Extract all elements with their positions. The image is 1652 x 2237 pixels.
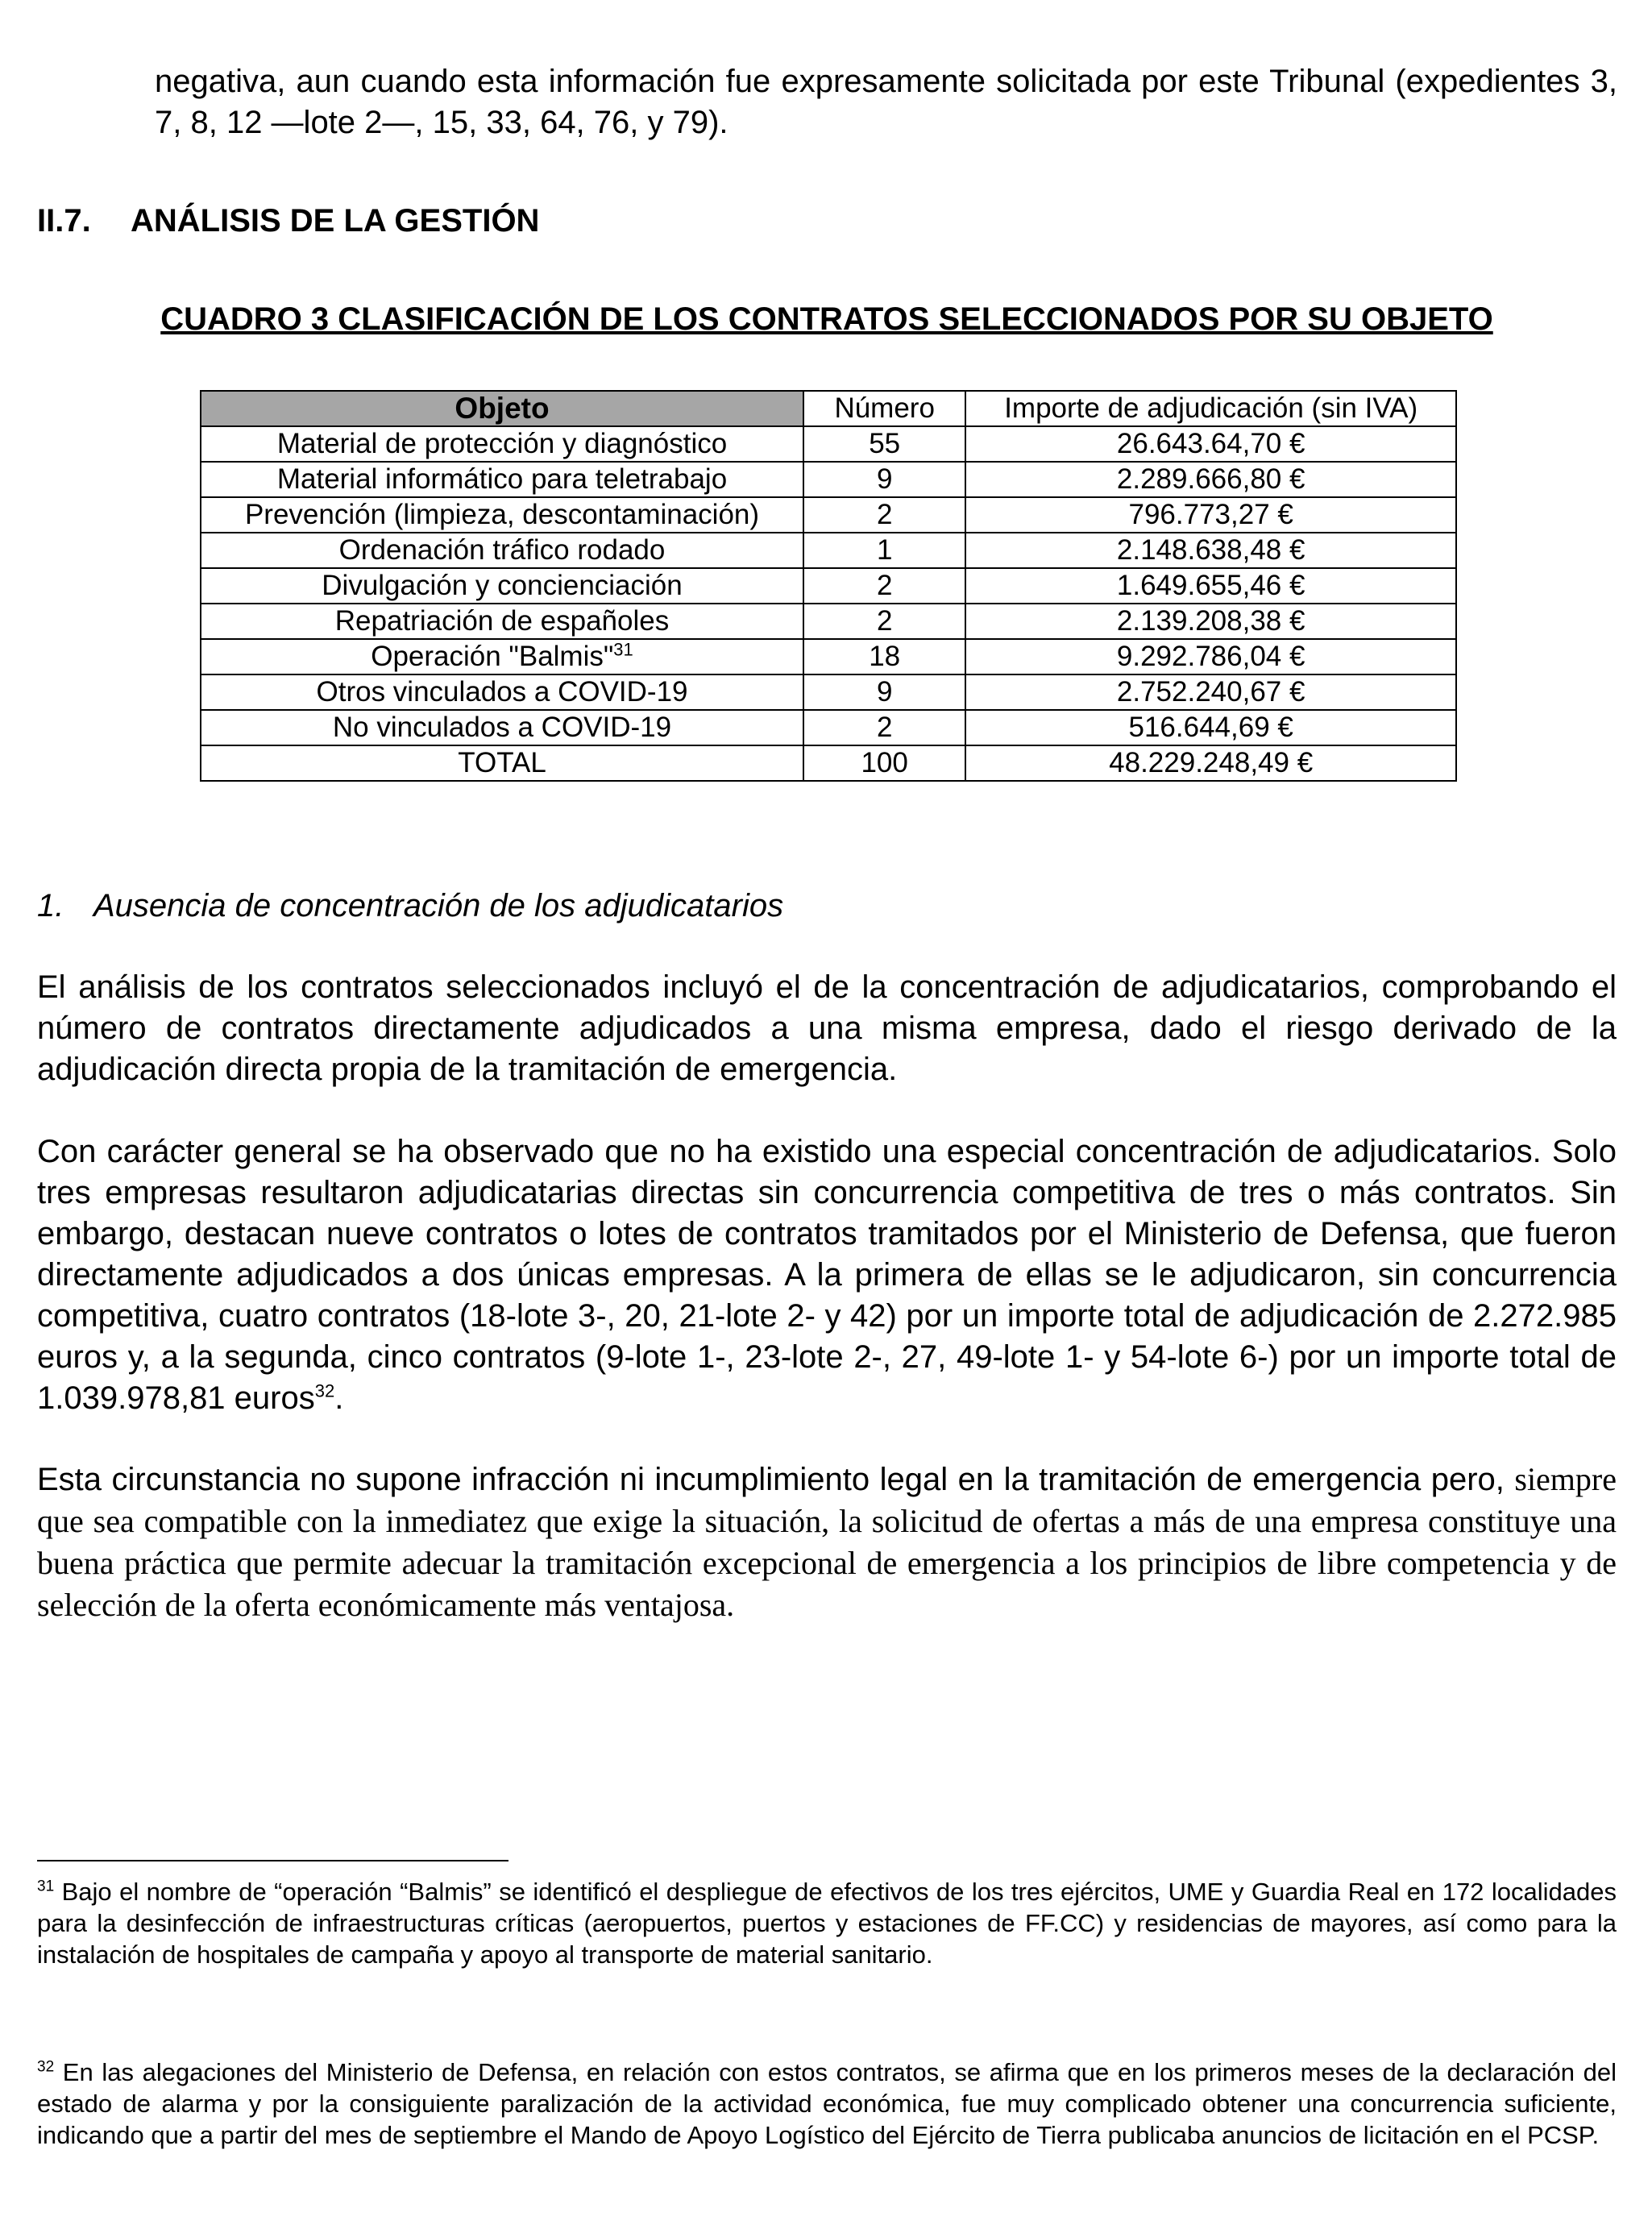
cell-numero: 18 [803,639,965,674]
cell-importe: 2.139.208,38 € [965,604,1456,639]
cell-importe: 2.289.666,80 € [965,462,1456,497]
footnote-number: 32 [37,2058,55,2076]
section-number: II.7. [37,203,91,239]
cell-importe: 9.292.786,04 € [965,639,1456,674]
cell-importe: 26.643.64,70 € [965,426,1456,462]
table-row [201,462,1456,497]
cell-importe: 796.773,27 € [965,497,1456,533]
table-row [201,604,1456,639]
cell-importe: 1.649.655,46 € [965,568,1456,604]
table-row [201,674,1456,710]
cell-numero: 1 [803,533,965,568]
header-importe: Importe de adjudicación (sin IVA) [965,391,1456,426]
footnote-number: 31 [37,1878,55,1895]
subheading-number: 1. [37,888,64,923]
cell-numero: 9 [803,462,965,497]
paragraph-2: Con carácter general se ha observado que no ha existido una especial concentración de adjudicatarios. Solo tres empresas resultaron adjudicatarias directas sin concurrencia competitiva de tres o más contratos. Sin embargo, destacan nueve contratos o lotes de contratos tramitados por el Ministerio de Defensa, que fueron directamente adjudicados a dos únicas empresas. A la primera de ellas se le adjudicaron, sin concurrencia competitiva, cuatro contratos (18-lote 3-, 20, 21-lote 2- y 42) por un importe total de adjudicación de 2.272.985 euros y, a la segunda, cinco contratos (9-lote 1-, 23-lote 2-, 27, 49-lote 1- y 54-lote 6-) por un importe total de 1.039.978,81 euros$^{32}$. [37,1134,1617,1416]
cell-objeto: Material de protección y diagnóstico [201,426,803,462]
header-numero: Número [803,391,965,426]
cell-numero: 2 [803,568,965,604]
cell-objeto: Material informático para teletrabajo [201,462,803,497]
header-objeto: Objeto [201,391,803,426]
cell-objeto: Prevención (limpieza, descontaminación) [201,497,803,533]
cell-objeto: Otros vinculados a COVID-19 [201,674,803,710]
cell-objeto: Operación "Balmis"$^{31}$ [201,639,803,674]
footnote-31 [37,1876,1617,1970]
table-row [201,533,1456,568]
table-row [201,710,1456,745]
cell-objeto: Divulgación y concienciación [201,568,803,604]
cell-numero: 100 [803,745,965,781]
table-title: CUADRO 3 CLASIFICACIÓN DE LOS CONTRATOS SELECCIONADOS POR SU OBJETO [160,301,1493,337]
section-title: ANÁLISIS DE LA GESTIÓN [131,203,540,239]
cell-numero: 2 [803,710,965,745]
table-header-row [201,391,1456,426]
section-heading [37,203,1617,239]
cell-importe: 2.148.638,48 € [965,533,1456,568]
subheading [37,888,1617,924]
cell-importe: 2.752.240,67 € [965,674,1456,710]
paragraph-1: El análisis de los contratos seleccionados incluyó el de la concentración de adjudicatarios, comprobando el número de contratos directamente adjudicados a una misma empresa, dado el riesgo derivado de la adjudicación directa propia de la tramitación de emergencia. [37,969,1617,1087]
table-total-row [201,745,1456,781]
table-row [201,568,1456,604]
footnote-ref-32[interactable]: 32 [314,1380,335,1401]
cell-numero: 2 [803,604,965,639]
cell-objeto: Repatriación de españoles [201,604,803,639]
cell-numero: 9 [803,674,965,710]
footnote-text: En las alegaciones del Ministerio de Defensa, en relación con estos contratos, se afirma que en los primeros meses de la declaración del estado de alarma y por la consiguiente paralización de la actividad económica, fue muy complicado obtener una concurrencia suficiente, indicando que a partir del mes de septiembre el Mando de Apoyo Logístico del Ejército de Tierra publicaba anuncios de licitación en el PCSP. [37,2058,1617,2149]
cell-importe: 48.229.248,49 € [965,745,1456,781]
cell-objeto: No vinculados a COVID-19 [201,710,803,745]
table-row [201,639,1456,674]
cell-numero: 2 [803,497,965,533]
cell-objeto: Ordenación tráfico rodado [201,533,803,568]
subheading-text: Ausencia de concentración de los adjudicatarios [93,888,784,923]
footnote-32 [37,2056,1617,2151]
intro-paragraph: negativa, aun cuando esta información fue expresamente solicitada por este Tribunal (expedientes 3, 7, 8, 12 —lote 2—, 15, 33, 64, 76, y 79). [155,64,1617,140]
cell-objeto: TOTAL [201,745,803,781]
footnote-text: Bajo el nombre de “operación “Balmis” se identificó el despliegue de efectivos de los tres ejércitos, UME y Guardia Real en 172 localidades para la desinfección de infraestructuras críticas (aeropuertos, puertos y estaciones de FF.CC) y residencias de mayores, así como para la instalación de hospitales de campaña y apoyo al transporte de material sanitario. [37,1878,1617,1969]
contracts-table [200,390,1457,782]
table-row [201,426,1456,462]
cell-numero: 55 [803,426,965,462]
table-row [201,497,1456,533]
footnote-separator [37,1860,508,1861]
footnote-ref-31[interactable]: 31 [613,639,633,660]
cell-importe: 516.644,69 € [965,710,1456,745]
paragraph-3: Esta circunstancia no supone infracción ni incumplimiento legal en la tramitación de emergencia pero, siempre que sea compatible con la inmediatez que exige la situación, la solicitud de ofertas a más de una empresa constituye una buena práctica que permite adecuar la tramitación excepcional de emergencia a los principios de libre competencia y de selección de la oferta económicamente más ventajosa. [37,1461,1617,1623]
